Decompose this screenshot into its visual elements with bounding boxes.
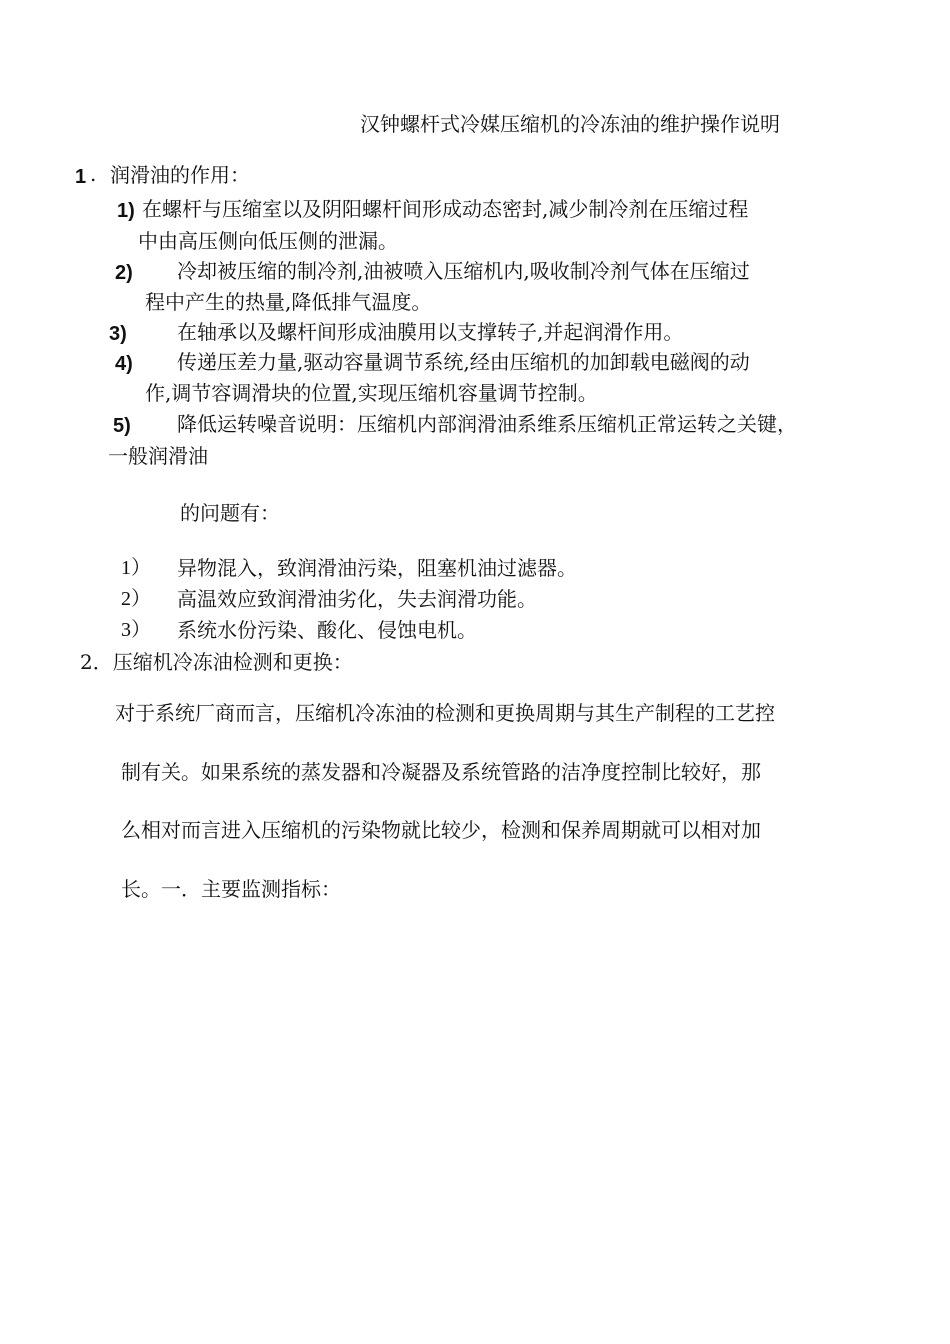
list-item-5-line-2: 一般润滑油 <box>108 444 208 468</box>
list-item-1-line-1: 在螺杆与压缩室以及阴阳螺杆间形成动态密封,减少制冷剂在压缩过程 <box>142 197 749 221</box>
list-item-3-number: 3) <box>109 323 127 345</box>
list-item-4-number: 4) <box>115 353 133 375</box>
problem-item-2-text: 高温效应致润滑油劣化，失去润滑功能。 <box>177 587 537 611</box>
list-item-5-line-1: 降低运转噪音说明：压缩机内部润滑油系维系压缩机正常运转之关键， <box>177 412 797 436</box>
problem-item-1-number: 1） <box>121 557 151 579</box>
problem-item-3-text: 系统水份污染、酸化、侵蚀电机。 <box>177 618 477 642</box>
paragraph-line-2: 制有关。如果系统的蒸发器和冷凝器及系统管路的洁净度控制比较好，那 <box>121 760 761 784</box>
document-title: 汉钟螺杆式冷媒压缩机的冷冻油的维护操作说明 <box>360 112 780 136</box>
list-item-4-line-1: 传递压差力量,驱动容量调节系统,经由压缩机的加卸载电磁阀的动 <box>177 350 750 374</box>
problem-item-2-number: 2） <box>121 588 151 610</box>
paragraph-line-3: 么相对而言进入压缩机的污染物就比较少，检测和保养周期就可以相对加 <box>121 818 761 842</box>
section-2-heading: 2．压缩机冷冻油检测和更换： <box>80 650 353 674</box>
paragraph-line-1: 对于系统厂商而言，压缩机冷冻油的检测和更换周期与其生产制程的工艺控 <box>115 701 775 725</box>
problem-item-1-text: 异物混入，致润滑油污染，阻塞机油过滤器。 <box>177 556 577 580</box>
list-item-5-number: 5) <box>113 415 131 437</box>
list-item-3-line-1: 在轴承以及螺杆间形成油膜用以支撑转子,并起润滑作用。 <box>177 320 684 344</box>
paragraph-line-4: 长。一．主要监测指标： <box>121 877 341 901</box>
problems-intro: 的问题有： <box>180 501 280 525</box>
list-item-4-line-2: 作,调节容调滑块的位置,实现压缩机容量调节控制。 <box>145 381 598 405</box>
list-item-1-number: 1) <box>117 200 135 222</box>
section-1-heading: 润滑油的作用： <box>110 163 250 187</box>
list-item-2-line-1: 冷却被压缩的制冷剂,油被喷入压缩机内,吸收制冷剂气体在压缩过 <box>177 259 750 283</box>
list-item-2-number: 2) <box>115 262 133 284</box>
list-item-2-line-2: 程中产生的热量,降低排气温度。 <box>145 290 432 314</box>
list-item-1-line-2: 中由高压侧向低压侧的泄漏。 <box>138 229 398 253</box>
problem-item-3-number: 3） <box>121 619 151 641</box>
section-1-number: 1 <box>75 166 87 188</box>
section-1-dot: . <box>90 162 97 186</box>
